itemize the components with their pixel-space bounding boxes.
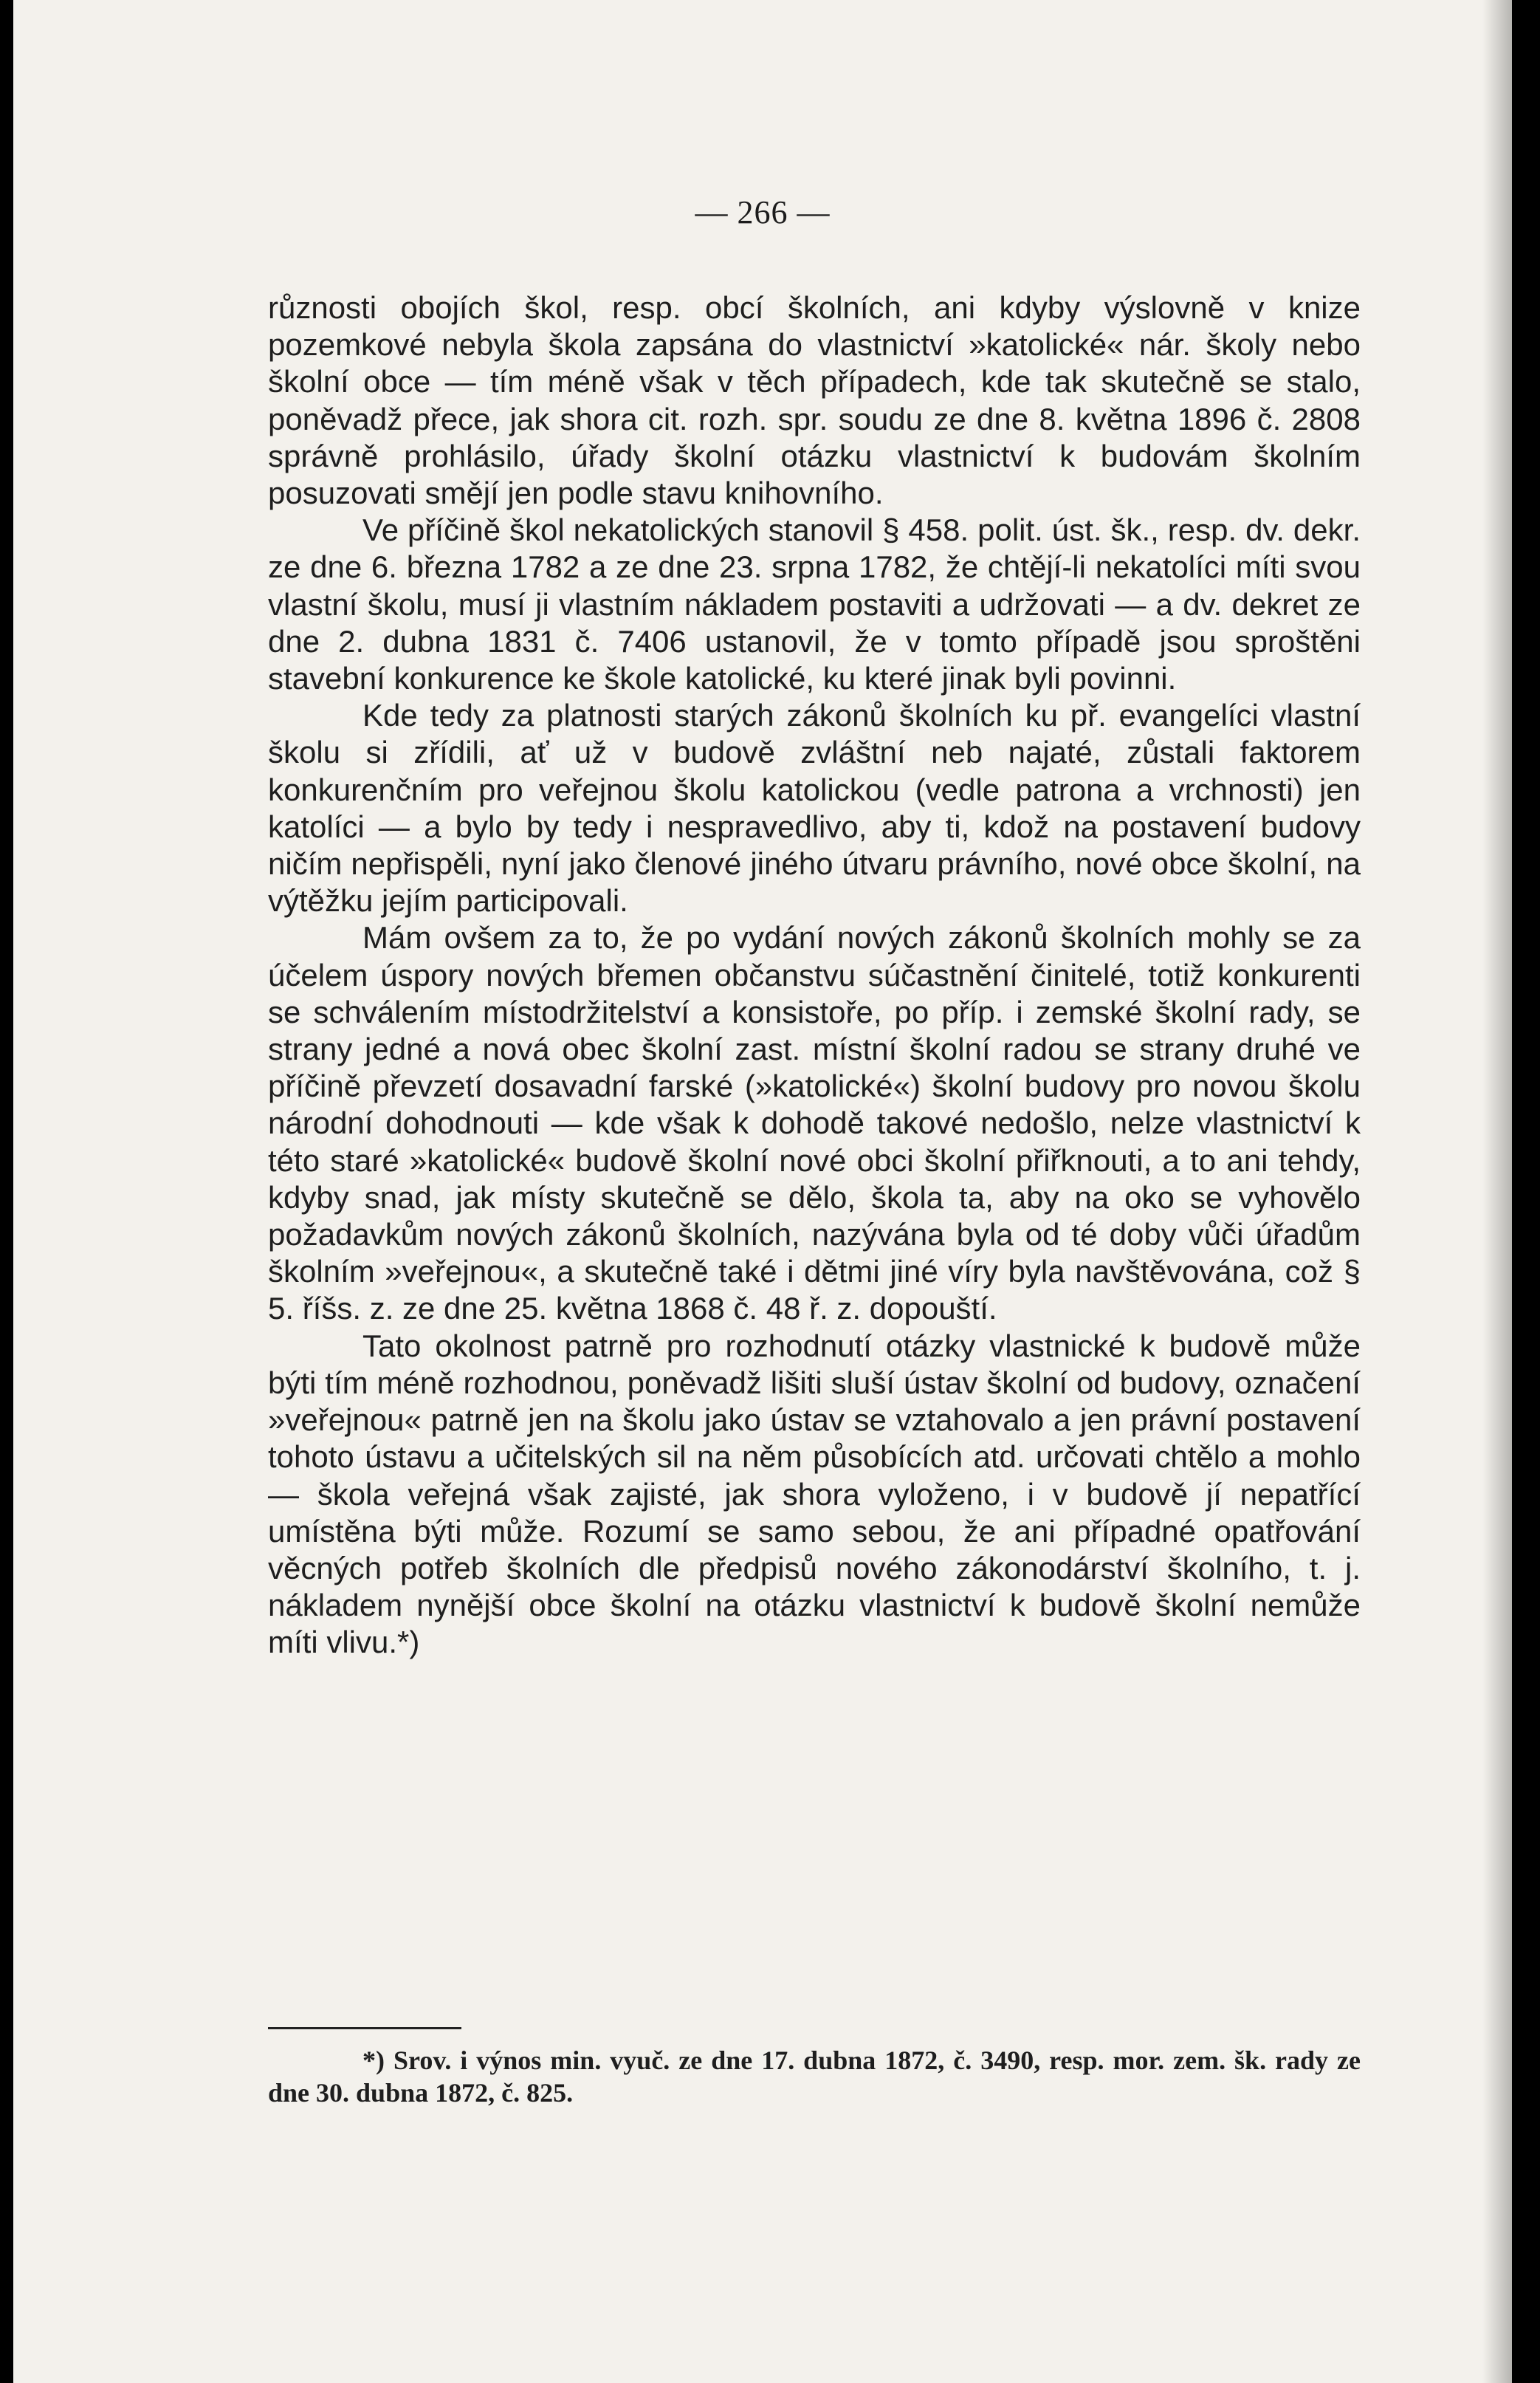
footnote-divider xyxy=(268,2027,461,2029)
page-edge-shadow xyxy=(1482,0,1512,2383)
paragraph-4: Mám ovšem za to, že po vydání nových zákonů školních mohly se za účelem úspory nových břemen občanstvu súčastnění činitelé, totiž konkurenti se schválením místodržitelství a konsistoře, po příp. i zemské školní rady, se strany jedné a nová obec školní zast. místní školní radou se strany druhé ve příčině převzetí dosavadní farské (»katolické«) školní budovy pro novou školu národní dohodnouti — kde však k dohodě takové nedošlo, nelze vlastnictví k této staré »katolické« budově školní nové obci školní přiřknouti, a to ani tehdy, kdyby snad, jak místy skutečně se dělo, škola ta, aby na oko se vyhovělo požadavkům nových zákonů školních, nazývána byla od té doby vůči úřadům školním »veřejnou«, a skutečně také i dětmi jiné víry byla navštěvována, což § 5. říšs. z. ze dne 25. května 1868 č. 48 ř. z. dopouští. xyxy=(268,920,1361,1326)
book-page xyxy=(13,0,1512,2383)
paragraph-1: různosti obojích škol, resp. obcí školních, ani kdyby výslovně v knize pozemkové nebyla škola zapsána do vlastnictví »katolické« nár. školy nebo školní obce — tím méně však v těch případech, kde tak skutečně se stalo, poněvadž přece, jak shora cit. rozh. spr. soudu ze dne 8. května 1896 č. 2808 správně prohlásilo, úřady školní otázku vlastnictví k budovám školním posuzovati smějí jen podle stavu knihovního. xyxy=(268,290,1361,511)
paragraph-2: Ve příčině škol nekatolických stanovil § 458. polit. úst. šk., resp. dv. dekr. ze dne 6. března 1782 a ze dne 23. srpna 1782, že chtějí-li nekatolíci míti svou vlastní školu, musí ji vlastním nákladem postaviti a udržovati — a dv. dekret ze dne 2. dubna 1831 č. 7406 ustanovil, že v tomto případě jsou sproštěni stavební konkurence ke škole katolické, ku které jinak byli povinni. xyxy=(268,512,1361,696)
page-number: — 266 — xyxy=(695,194,831,230)
paragraph-5: Tato okolnost patrně pro rozhodnutí otázky vlastnické k budově může býti tím méně rozhodnou, poněvadž lišiti sluší ústav školní od budovy, označení »veřejnou« patrně jen na školu jako ústav se vztahovalo a jen právní postavení tohoto ústavu a učitelských sil na něm působících atd. určovati chtělo a mohlo — škola veřejná však zajisté, jak shora vyloženo, i v budově jí nepatřící umístěna býti může. Rozumí se samo sebou, že ani případné opatřování věcných potřeb školních dle předpisů nového zákonodárství školního, t. j. nákladem nynější obce školní na otázku vlastnictví k budově školní nemůže míti vlivu.*) xyxy=(268,1328,1361,1660)
paragraph-3: Kde tedy za platnosti starých zákonů školních ku př. evangelíci vlastní školu si zřídili, ať už v budově zvláštní neb najaté, zůstali faktorem konkurenčním pro veřejnou školu katolickou (vedle patrona a vrchnosti) jen katolíci — a bylo by tedy i nespravedlivo, aby ti, kdož na postavení budovy ničím nepřispěli, nyní jako členové jiného útvaru právního, nové obce školní, na výtěžku jejím participovali. xyxy=(268,698,1361,919)
body-text xyxy=(268,289,1361,1662)
footnote: *) Srov. i výnos min. vyuč. ze dne 17. dubna 1872, č. 3490, resp. mor. zem. šk. rady ze dne 30. dubna 1872, č. 825. xyxy=(268,2046,1361,2108)
